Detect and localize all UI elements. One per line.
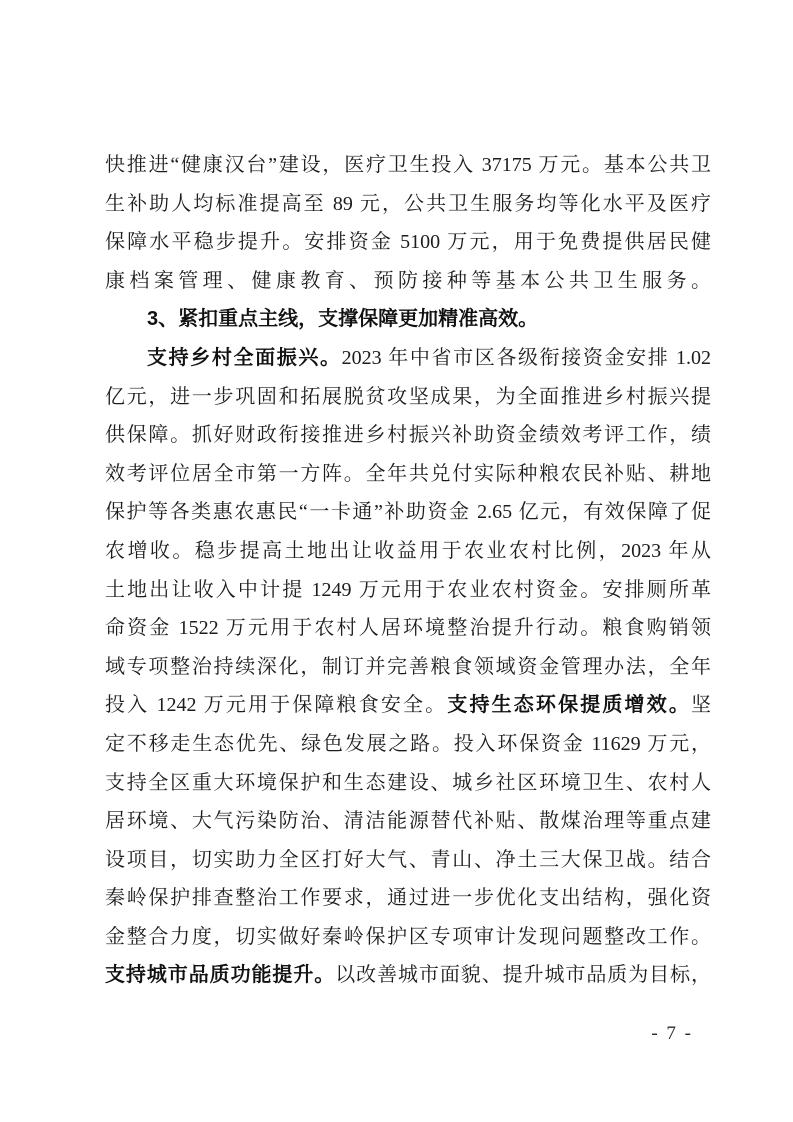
body-text: 投入 1242 万元用于保障粮食安全。 bbox=[105, 694, 448, 717]
heading-text: 3、紧扣重点主线，支撑保障更加精准高效。 bbox=[147, 308, 539, 331]
section-heading bbox=[105, 300, 711, 339]
text-line bbox=[105, 648, 711, 687]
text-line bbox=[105, 339, 711, 378]
body-text: 2023 年中省市区各级衔接资金安排 1.02 bbox=[341, 346, 711, 369]
text-line bbox=[105, 532, 711, 571]
text-line bbox=[105, 455, 711, 494]
body-text: 亿元，进一步巩固和拓展脱贫攻坚成果，为全面推进乡村振兴提 bbox=[105, 385, 711, 408]
body-text: 秦岭保护排查整治工作要求，通过进一步优化支出结构，强化资 bbox=[105, 887, 711, 910]
body-text: 康档案管理、健康教育、预防接种等基本公共卫生服务。 bbox=[105, 269, 711, 292]
page-number: - 7 - bbox=[651, 1023, 693, 1044]
text-line bbox=[105, 802, 711, 841]
text-line bbox=[105, 879, 711, 918]
bold-run: 支持城市品质功能提升。 bbox=[105, 964, 336, 987]
body-text: 金整合力度，切实做好秦岭保护区专项审计发现问题整改工作。 bbox=[105, 925, 711, 948]
body-text: 设项目，切实助力全区打好大气、青山、净土三大保卫战。结合 bbox=[105, 848, 711, 871]
text-line bbox=[105, 764, 711, 803]
text-line bbox=[105, 725, 711, 764]
text-line bbox=[105, 185, 711, 224]
document-body bbox=[105, 146, 711, 995]
text-line bbox=[105, 262, 711, 301]
text-line bbox=[105, 223, 711, 262]
body-text: 支持全区重大环境保护和生态建设、城乡社区环境卫生、农村人 bbox=[105, 771, 711, 794]
text-line bbox=[105, 686, 711, 725]
body-text: 坚 bbox=[691, 694, 711, 717]
body-text: 农增收。稳步提高土地出让收益用于农业农村比例，2023 年从 bbox=[105, 539, 711, 562]
body-text: 命资金 1522 万元用于农村人居环境整治提升行动。粮食购销领 bbox=[105, 617, 711, 640]
bold-run: 支持生态环保提质增效。 bbox=[447, 694, 692, 717]
text-line bbox=[105, 416, 711, 455]
text-line bbox=[105, 571, 711, 610]
page-footer bbox=[651, 1023, 693, 1045]
text-line bbox=[105, 918, 711, 957]
text-line bbox=[105, 493, 711, 532]
body-text: 以改善城市面貌、提升城市品质为目标， bbox=[335, 964, 711, 987]
text-line bbox=[105, 378, 711, 417]
text-line bbox=[105, 146, 711, 185]
body-text: 居环境、大气污染防治、清洁能源替代补贴、散煤治理等重点建 bbox=[105, 810, 711, 833]
text-line bbox=[105, 956, 711, 995]
body-text: 定不移走生态优先、绿色发展之路。投入环保资金 11629 万元， bbox=[105, 732, 711, 755]
text-line bbox=[105, 609, 711, 648]
body-text: 供保障。抓好财政衔接推进乡村振兴补助资金绩效考评工作，绩 bbox=[105, 424, 711, 447]
text-line bbox=[105, 841, 711, 880]
body-text: 保障水平稳步提升。安排资金 5100 万元，用于免费提供居民健 bbox=[105, 231, 711, 254]
body-text: 效考评位居全市第一方阵。全年共兑付实际种粮农民补贴、耕地 bbox=[105, 462, 711, 485]
body-text: 快推进“健康汉台”建设，医疗卫生投入 37175 万元。基本公共卫 bbox=[105, 154, 711, 176]
body-text: 域专项整治持续深化，制订并完善粮食领域资金管理办法，全年 bbox=[105, 655, 711, 678]
body-text: 生补助人均标准提高至 89 元，公共卫生服务均等化水平及医疗 bbox=[105, 192, 711, 215]
body-text: 土地出让收入中计提 1249 万元用于农业农村资金。安排厕所革 bbox=[105, 578, 711, 601]
body-text: 保护等各类惠农惠民“一卡通”补助资金 2.65 亿元，有效保障了促 bbox=[105, 501, 711, 524]
bold-run: 支持乡村全面振兴。 bbox=[147, 346, 342, 369]
